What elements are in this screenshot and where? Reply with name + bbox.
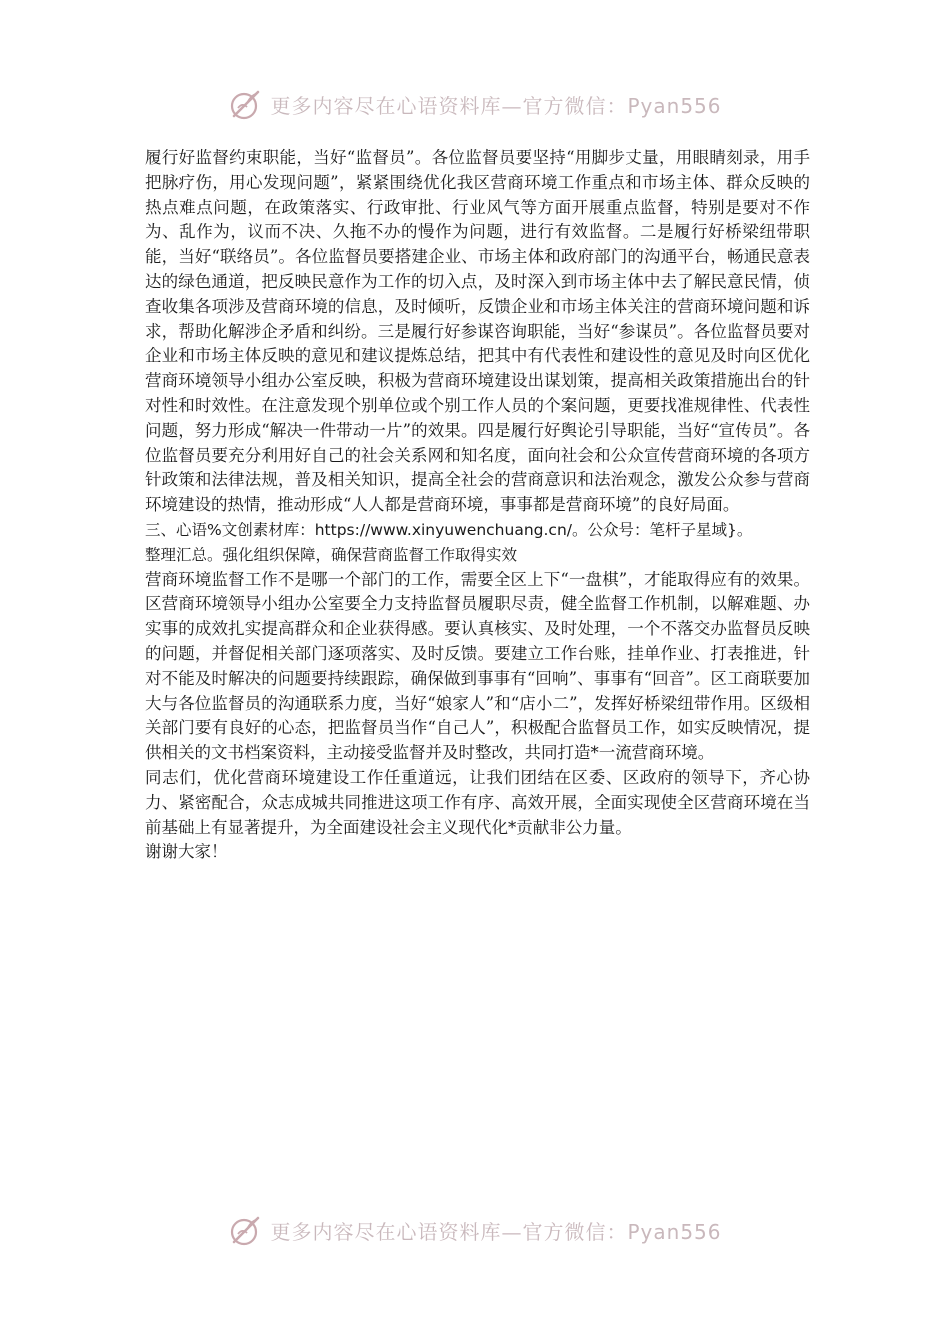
wechat-id: Pyan556 [627,1219,722,1244]
paragraph-conclusion: 同志们，优化营商环境建设工作任重道远，让我们团结在区委、区政府的领导下，齐心协力、紧密配合，众志成城共同推进这项工作有序、高效开展，全面实现使全区营商环境在当前基础上有显著提升，为全面建设社会主义现代化*贡献非公力量。 [145,767,810,837]
paragraph-organization: 营商环境监督工作不是哪一个部门的工作，需要全区上下“一盘棋”，才能取得应有的效果。区营商环境领导小组办公室要全力支持监督员履职尽责，健全监督工作机制，以解难题、办实事的成效扎实提高群众和企业获得感。要认真核实、及时处理，一个不落交办监督员反映的问题，并督促相关部门逐项落实、及时反馈。要建立工作台账，挂单作业、打表推进，针对不能及时解决的问题要持续跟踪，确保做到事事有“回响”、事事有“回音”。区工商联要加大与各位监督员的沟通联系力度，当好“娘家人”和“店小二”，发挥好桥梁纽带作用。区级相关部门要有良好的心态，把监督员当作“自己人”，积极配合监督员工作，如实反映情况，提供相关的文书档案资料，主动接受监督并及时整改，共同打造*一流营商环境。 [145,569,810,763]
footer-banner [0,1210,950,1250]
document-body [145,146,810,865]
wechat-id: Pyan556 [627,93,722,118]
quill-logo-icon [228,1212,264,1248]
quill-logo-icon [228,86,264,122]
banner-text: 更多内容尽在心语资料库—官方微信：Pyan556 [270,1219,722,1244]
closing-thanks: 谢谢大家！ [145,842,228,862]
section-heading-line1: 三、心语%文创素材库：https://www.xinyuwenchuang.cn/。公众号：笔杆子星域}。 [145,520,753,539]
paragraph-supervisor-duties: 履行好监督约束职能，当好“监督员”。各位监督员要坚持“用脚步丈量，用眼睛刻录，用手把脉疗伤，用心发现问题”，紧紧围绕优化我区营商环境工作重点和市场主体、群众反映的热点难点问题，在政策落实、行政审批、行业风气等方面开展重点监督，特别是要对不作为、乱作为，议而不决、久拖不办的慢作为问题，进行有效监督。二是履行好桥梁纽带职能，当好“联络员”。各位监督员要搭建企业、市场主体和政府部门的沟通平台，畅通民意表达的绿色通道，把反映民意作为工作的切入点，及时深入到市场主体中去了解民意民情，侦查收集各项涉及营商环境的信息，及时倾听，反馈企业和市场主体关注的营商环境问题和诉求，帮助化解涉企矛盾和纠纷。三是履行好参谋咨询职能，当好“参谋员”。各位监督员要对企业和市场主体反映的意见和建议提炼总结，把其中有代表性和建设性的意见及时向区优化营商环境领导小组办公室反映，积极为营商环境建设出谋划策，提高相关政策措施出台的针对性和时效性。在注意发现个别单位或个别工作人员的个案问题，更要找准规律性、代表性问题，努力形成“解决一件带动一片”的效果。四是履行好舆论引导职能，当好“宣传员”。各位监督员要充分利用好自己的社会关系网和知名度，面向社会和公众宣传营商环境的各项方针政策和法律法规，普及相关知识，提高全社会的营商意识和法治观念，激发公众参与营商环境建设的热情，推动形成“人人都是营商环境，事事都是营商环境”的良好局面。 [145,148,810,515]
banner-text: 更多内容尽在心语资料库—官方微信：Pyan556 [270,93,722,118]
section-heading-line2: 整理汇总。强化组织保障，确保营商监督工作取得实效 [145,545,518,564]
header-banner [0,84,950,124]
